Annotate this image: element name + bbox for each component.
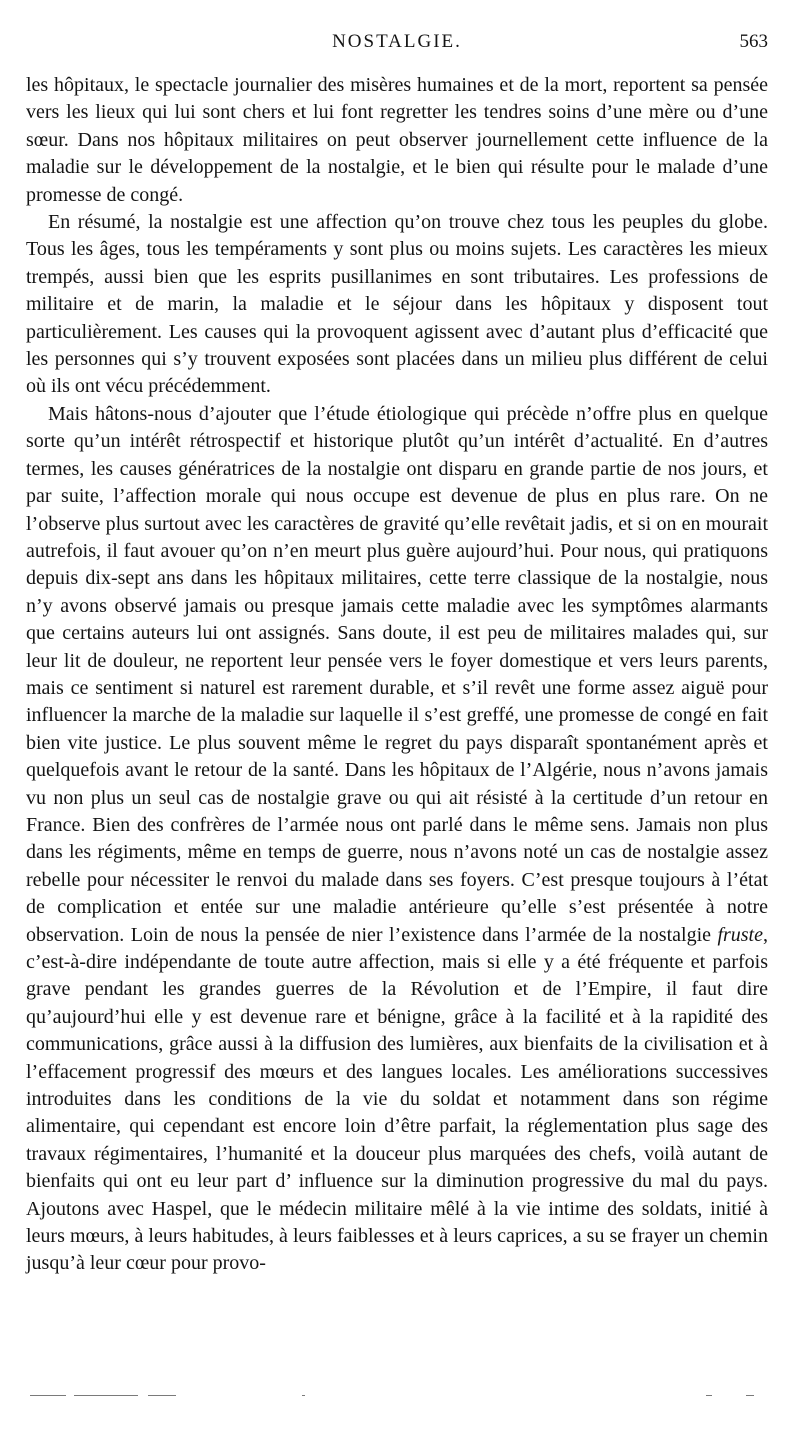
print-mark (74, 1395, 138, 1396)
paragraph-3-text: Mais hâtons-nous d’ajouter que l’étude étiologique qui précède n’offre plus en quelque sorte qu’un intérêt rétrospectif et historique plutôt qu’un intérêt d’actualité. En d’autres termes, les causes génératrices de la nostalgie ont disparu en grande partie de nos jours, et par suite, l’affection morale qui nous occupe est devenue de plus en plus rare. On ne l’observe plus surtout avec les caractères de gravité qu’elle revêtait jadis, et si on en mourait autrefois, il faut avouer qu’on n’en meurt plus guère aujourd’hui. Pour nous, qui pratiquons depuis dix-sept ans dans les hôpitaux militaires, cette terre classique de la nostalgie, nous n’y avons observé jamais ou presque jamais cette maladie avec les symptômes alarmants que certains auteurs lui ont assignés. Sans doute, il est peu de militaires malades qui, sur leur lit de douleur, ne reportent leur pensée vers le foyer domestique et vers leurs parents, mais ce sentiment si naturel est rarement durable, et s’il revêt une forme assez aiguë pour influencer la marche de la maladie sur laquelle il s’est greffé, une promesse de congé en fait bien vite justice. Le plus souvent même le regret du pays disparaît spontanément après et quelquefois avant le retour de la santé. Dans les hôpitaux de l’Algérie, nous n’avons jamais vu non plus un seul cas de nostalgie grave ou qui ait résisté à la certitude d’un retour en France. Bien des confrères de l’armée nous ont parlé dans le même sens. Jamais non plus dans les régiments, même en temps de guerre, nous n’avons noté un cas de nostalgie assez rebelle pour nécessiter le renvoi du malade dans ses foyers. C’est presque toujours à l’état de complication et entée sur une maladie antérieure qu’elle s’est présentée à notre observation. Loin de nous la pensée de nier l’existence dans l’armée de la nostalgie (26, 402, 768, 946)
print-mark (746, 1395, 754, 1396)
page-header (26, 28, 768, 56)
paragraph-3 (26, 401, 768, 1278)
print-mark (30, 1395, 66, 1396)
paragraph-1: les hôpitaux, le spectacle journalier des misères humaines et de la mort, reportent sa pensée vers les lieux qui lui sont chers et lui font regretter les tendres soins d’une mère ou d’une sœur. Dans nos hôpitaux militaires on peut observer journellement cette influence de la maladie sur le développement de la nostalgie, et le bien qui résulte pour le malade d’une promesse de congé. (26, 74, 768, 206)
italic-term: fruste (717, 923, 763, 946)
running-title: NOSTALGIE. (332, 31, 462, 52)
body-text (26, 72, 768, 1278)
paragraph-2: En résumé, la nostalgie est une affection qu’on trouve chez tous les peuples du globe. Tous les âges, tous les tempéraments y sont plus ou moins sujets. Les caractères les mieux trempés, aussi bien que les esprits pusillanimes en sont tributaires. Les professions de militaire et de marin, la maladie et le séjour dans les hôpitaux y disposent tout particulièrement. Les causes qui la provoquent agissent avec d’autant plus d’efficacité que les personnes qui s’y trouvent exposées sont placées dans un milieu plus différent de celui où ils ont vécu précédemment. (26, 211, 768, 398)
print-mark (302, 1395, 305, 1396)
print-mark (148, 1395, 176, 1396)
footer-print-marks (30, 1393, 770, 1399)
book-page (26, 28, 768, 1278)
page-number: 563 (739, 31, 768, 52)
print-mark (706, 1395, 712, 1396)
paragraph-3-text-continued: , c’est-à-dire indépendante de toute autre affection, mais si elle y a été fréquente et parfois grave pendant les grandes guerres de la Révolution et de l’Empire, il faut dire qu’aujourd’hui elle y est devenue rare et bénigne, grâce à la facilité et à la rapidité des communications, grâce aussi à la diffusion des lumières, aux bienfaits de la civilisation et à l’effacement progressif des mœurs et des langues locales. Les améliorations successives introduites dans les conditions de la vie du soldat et notamment dans son régime alimentaire, qui cependant est encore loin d’être parfait, la réglementation plus sage des travaux régimentaires, l’humanité et la douceur plus marquées des chefs, voilà autant de bienfaits qui ont eu leur part d’ influence sur la diminution progressive du mal du pays. Ajoutons avec Haspel, que le médecin militaire mêlé à la vie intime des soldats, initié à leurs mœurs, à leurs habitudes, à leurs faiblesses et à leurs caprices, a su se frayer un chemin jusqu’à leur cœur pour provo- (26, 923, 768, 1275)
